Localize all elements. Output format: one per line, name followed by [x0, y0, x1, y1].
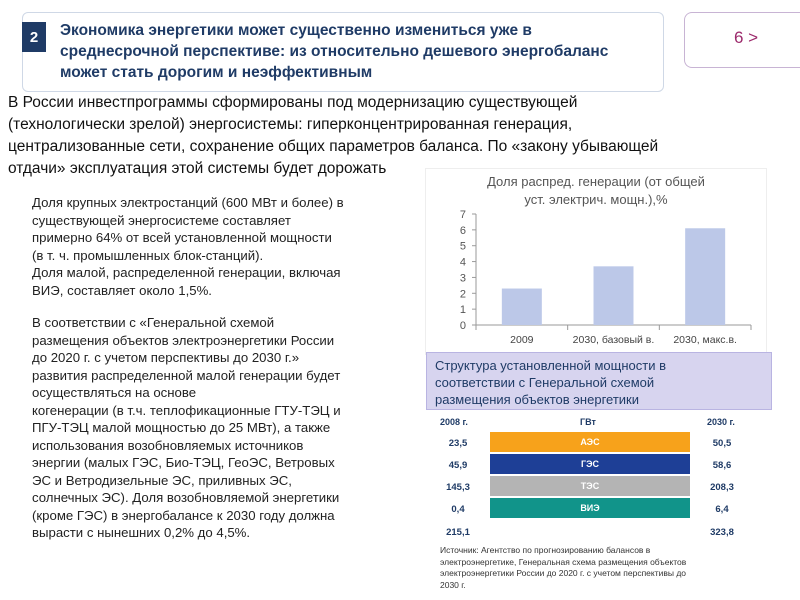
value-2008: 45,9: [448, 460, 468, 471]
y-tick-label: 0: [459, 320, 466, 332]
y-tick-label: 1: [459, 304, 466, 317]
text-line: В соответствии с «Генеральной схемой: [32, 315, 275, 330]
value-2030: 6,4: [715, 504, 729, 515]
title-line: может стать дорогим и неэффективным: [60, 64, 373, 81]
text-line: энергии (малых ГЭС, Био-ТЭЦ, ГеоЭС, Ветровых: [32, 455, 335, 470]
caption-line: Структура установленной мощности в: [435, 358, 666, 373]
left-text-column: [32, 194, 412, 542]
text-line: ВИЭ, составляет около 1,5%.: [32, 282, 212, 298]
text-line: Доля малой, распределенной генерации, включая: [32, 265, 341, 280]
caption-line: размещения объектов энергетики: [435, 392, 639, 407]
text-line: вырасти с нынешних 0,2% до 4,5%.: [32, 525, 251, 540]
column-header-unit: ГВт: [580, 417, 596, 427]
x-tick-label: 2030, базовый в.: [572, 334, 655, 346]
bar-hydro: [490, 454, 690, 474]
intro-line: централизованные сети, сохранение общих параметров баланса. По «закону убывающей: [8, 138, 659, 155]
bar: [502, 289, 542, 325]
source-line: электроэнергетики России до 2020 г. с учетом перспективы до: [440, 568, 687, 578]
intro-line: отдачи» эксплуатация этой системы будет дорожать: [8, 160, 387, 177]
text-line: Доля крупных электростанций (600 МВт и более) в: [32, 195, 344, 210]
text-line: развития распределенной малой генерации будет: [32, 367, 341, 383]
y-tick-label: 5: [459, 240, 466, 253]
structure-caption: [426, 352, 772, 410]
intro-paragraph: [8, 92, 768, 180]
slide-number: 2: [29, 28, 39, 46]
text-line: (в т. ч. промышленных блок-станций).: [32, 247, 264, 263]
value-2030: 208,3: [710, 482, 734, 493]
text-line: ЭС и Ветродизельные ЭС, приливных ЭС,: [32, 472, 292, 488]
column-header-2008: 2008 г.: [440, 417, 468, 427]
y-tick-label: 3: [459, 272, 466, 285]
chart-title-line: Доля распред. генерации (от общей: [487, 174, 705, 189]
total-2030: 323,8: [710, 527, 734, 538]
paragraph-general-scheme: [32, 314, 412, 542]
text-line: осуществляться на основе: [32, 385, 197, 400]
source-line: Источник: Агентство по прогнозированию балансов в: [440, 545, 651, 555]
bar-thermal: [490, 476, 690, 496]
slide-title: [60, 20, 700, 83]
bar-label: ТЭС: [580, 481, 600, 491]
bar-renewables: [490, 498, 690, 518]
bar-label: ГЭС: [580, 459, 599, 469]
title-line: среднесрочной перспективе: из относительно дешевого энергобаланс: [60, 43, 609, 60]
caption-line: соответствии с Генеральной схемой: [435, 375, 655, 390]
text-line: когенерации (в т.ч. теплофикационные ГТУ-ТЭЦ и: [32, 402, 341, 418]
y-tick-label: 4: [459, 256, 466, 269]
text-line: (кроме ГЭС) в энергобалансе к 2030 году должна: [32, 507, 335, 523]
bar-label: ВИЭ: [580, 503, 600, 513]
source-line: 2030 г.: [440, 579, 466, 590]
page-indicator[interactable]: 6 >: [734, 28, 759, 47]
value-2030: 58,6: [712, 460, 732, 471]
y-tick-label: 6: [459, 224, 466, 237]
y-tick-label: 2: [459, 288, 466, 301]
bar-label: АЭС: [580, 437, 600, 447]
text-line: до 2020 г. с учетом перспективы до 2030 г.»: [32, 350, 300, 365]
bar-nuclear: [490, 432, 690, 452]
text-line: ПГУ-ТЭЦ малой мощностью до 25 МВт), а также: [32, 420, 331, 435]
bar: [594, 266, 634, 325]
distributed-generation-chart: [425, 168, 767, 355]
source-note: [440, 545, 776, 591]
text-line: примерно 64% от всей установленной мощности: [32, 230, 332, 245]
slide-number-badge: [22, 22, 46, 52]
text-line: существующей энергосистеме составляет: [32, 212, 291, 228]
value-2008: 145,3: [446, 482, 470, 493]
value-2008: 0,4: [451, 504, 465, 515]
x-tick-label: 2009: [510, 334, 534, 346]
text-line: размещения объектов электроэнергетики России: [32, 332, 335, 348]
text-line: солнечных ЭС). Доля возобновляемой энергетики: [32, 490, 340, 505]
bar: [685, 228, 725, 325]
total-2008: 215,1: [446, 527, 470, 538]
value-2008: 23,5: [448, 438, 468, 449]
chart-title-line: уст. электрич. мощн.),%: [524, 192, 668, 207]
y-tick-label: 7: [459, 209, 466, 221]
source-line: электроэнергетике, Генеральная схема размещения объектов: [440, 556, 687, 567]
text-line: использования возобновляемых источников: [32, 437, 304, 453]
x-tick-label: 2030, макс.в.: [673, 334, 737, 346]
title-line: Экономика энергетики может существенно измениться уже в: [60, 22, 532, 39]
column-header-2030: 2030 г.: [707, 417, 735, 427]
intro-line: (технологически зрелой) энергосистемы: гиперконцентрированная генерация,: [8, 116, 573, 133]
paragraph-large-plants: [32, 194, 412, 299]
chart-plot: [426, 169, 766, 354]
value-2030: 50,5: [712, 438, 732, 449]
intro-line: В России инвестпрограммы сформированы под модернизацию существующей: [8, 94, 578, 111]
